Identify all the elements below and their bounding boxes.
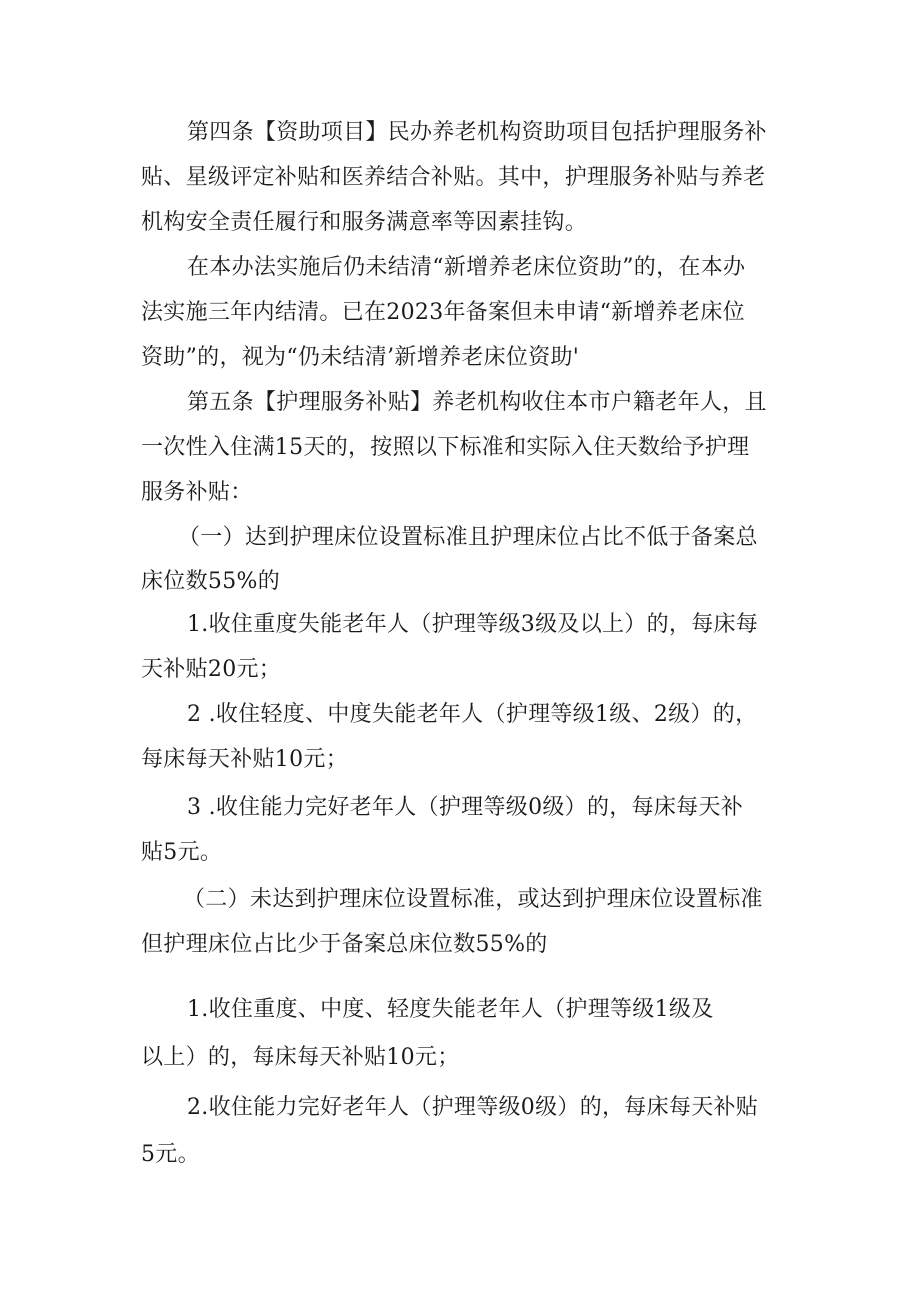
transition-line-2: 法实施三年内结清。已在2023年备案但未申请“新增养老床位 bbox=[141, 300, 745, 325]
article-4-line-2: 贴、星级评定补贴和医养结合补贴。其中，护理服务补贴与养老 bbox=[141, 165, 766, 190]
section-1-item-1-line-2: 天补贴20元； bbox=[141, 657, 282, 682]
section-1-item-3-line-2: 贴5元。 bbox=[141, 840, 223, 865]
article-4-line-3: 机构安全责任履行和服务满意率等因素挂钩。 bbox=[141, 210, 588, 235]
section-2-item-1-line-2: 以上）的，每床每天补贴10元； bbox=[141, 1045, 460, 1070]
transition-line-1: 在本办法实施后仍未结清“新增养老床位资助”的，在本办 bbox=[187, 255, 746, 280]
section-2-item-2-line-2: 5元。 bbox=[141, 1142, 200, 1167]
article-5-line-3: 服务补贴： bbox=[141, 480, 253, 505]
article-5-line-1: 第五条【护理服务补贴】养老机构收住本市户籍老年人，且 bbox=[187, 390, 767, 415]
section-1-item-3-line-1: 3 .收住能力完好老年人（护理等级0级）的，每床每天补 bbox=[187, 795, 744, 820]
transition-line-3: 资助”的，视为“仍未结清’新增养老床位资助' bbox=[141, 345, 580, 370]
section-2-item-1-line-1: 1.收住重度、中度、轻度失能老年人（护理等级1级及 bbox=[187, 997, 714, 1022]
section-1-heading-line-1: （一）达到护理床位设置标准且护理床位占比不低于备案总 bbox=[178, 525, 758, 550]
section-1-item-2-line-1: 2 .收住轻度、中度失能老年人（护理等级1级、2级）的， bbox=[187, 702, 758, 727]
section-2-heading-line-2: 但护理床位占比少于备案总床位数55%的 bbox=[141, 932, 548, 957]
article-4-line-1: 第四条【资助项目】民办养老机构资助项目包括护理服务补 bbox=[187, 120, 767, 145]
article-5-line-2: 一次性入住满15天的，按照以下标准和实际入住天数给予护理 bbox=[141, 435, 750, 460]
section-1-heading-line-2: 床位数55%的 bbox=[141, 569, 280, 594]
section-2-item-2-line-1: 2.收住能力完好老年人（护理等级0级）的，每床每天补贴 bbox=[187, 1095, 759, 1120]
section-2-heading-line-1: （二）未达到护理床位设置标准，或达到护理床位设置标准 bbox=[183, 887, 763, 912]
section-1-item-1-line-1: 1.收住重度失能老年人（护理等级3级及以上）的，每床每 bbox=[187, 612, 759, 637]
section-1-item-2-line-2: 每床每天补贴10元； bbox=[141, 747, 348, 772]
